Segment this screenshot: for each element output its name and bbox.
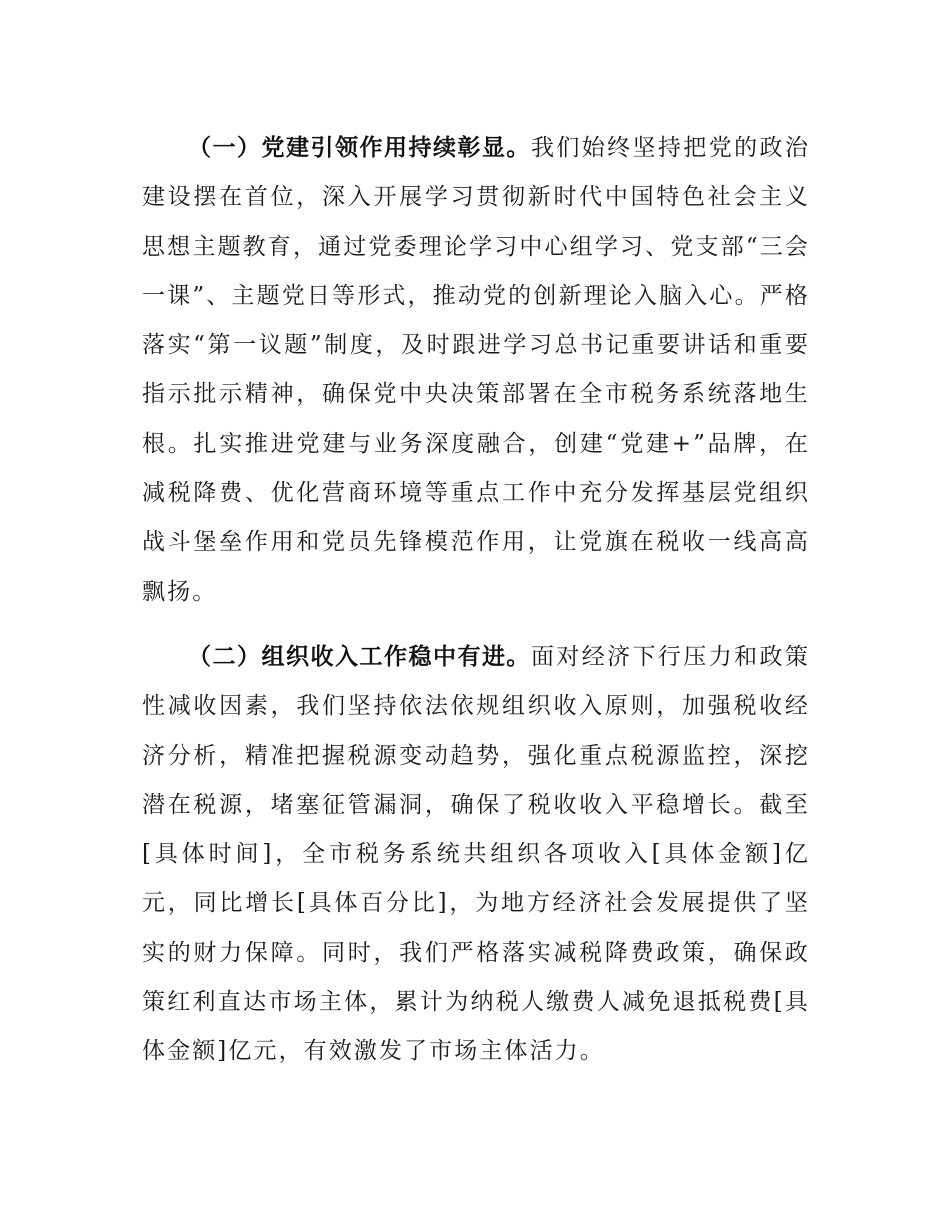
paragraph-text: 我们始终坚持把党的政治建设摆在首位，深入开展学习贯彻新时代中国特色社会主义思想主题教育，通过党委理论学习中心组学习、党支部“三会一课”、主题党日等形式，推动党的创新理论入脑入心。严格落实“第一议题”制度，及时跟进学习总书记重要讲话和重要指示批示精神，确保党中央决策部署在全市税务系统落地生根。扎实推进党建与业务深度融合，创建“党建+”品牌，在减税降费、优化营商环境等重点工作中充分发挥基层党组织战斗堡垒作用和党员先锋模范作用，让党旗在税收一线高高飘扬。 xyxy=(142,135,810,605)
paragraph-text: 面对经济下行压力和政策性减收因素，我们坚持依法依规组织收入原则，加强税收经济分析，精准把握税源变动趋势，强化重点税源监控，深挖潜在税源，堵塞征管漏洞，确保了税收收入平稳增长。截至[具体时间]，全市税务系统共组织各项收入[具体金额]亿元，同比增长[具体百分比]，为地方经济社会发展提供了坚实的财力保障。同时，我们严格落实减税降费政策，确保政策红利直达市场主体，累计为纳税人缴费人减免退抵税费[具体金额]亿元，有效激发了市场主体活力。 xyxy=(142,643,810,1065)
paragraph-revenue-collection xyxy=(142,633,810,1077)
paragraph-heading: （二）组织收入工作稳中有进。 xyxy=(188,643,531,670)
paragraph-party-building xyxy=(142,124,810,617)
document-body xyxy=(142,124,810,1093)
paragraph-heading: （一）党建引领作用持续彰显。 xyxy=(188,135,531,161)
